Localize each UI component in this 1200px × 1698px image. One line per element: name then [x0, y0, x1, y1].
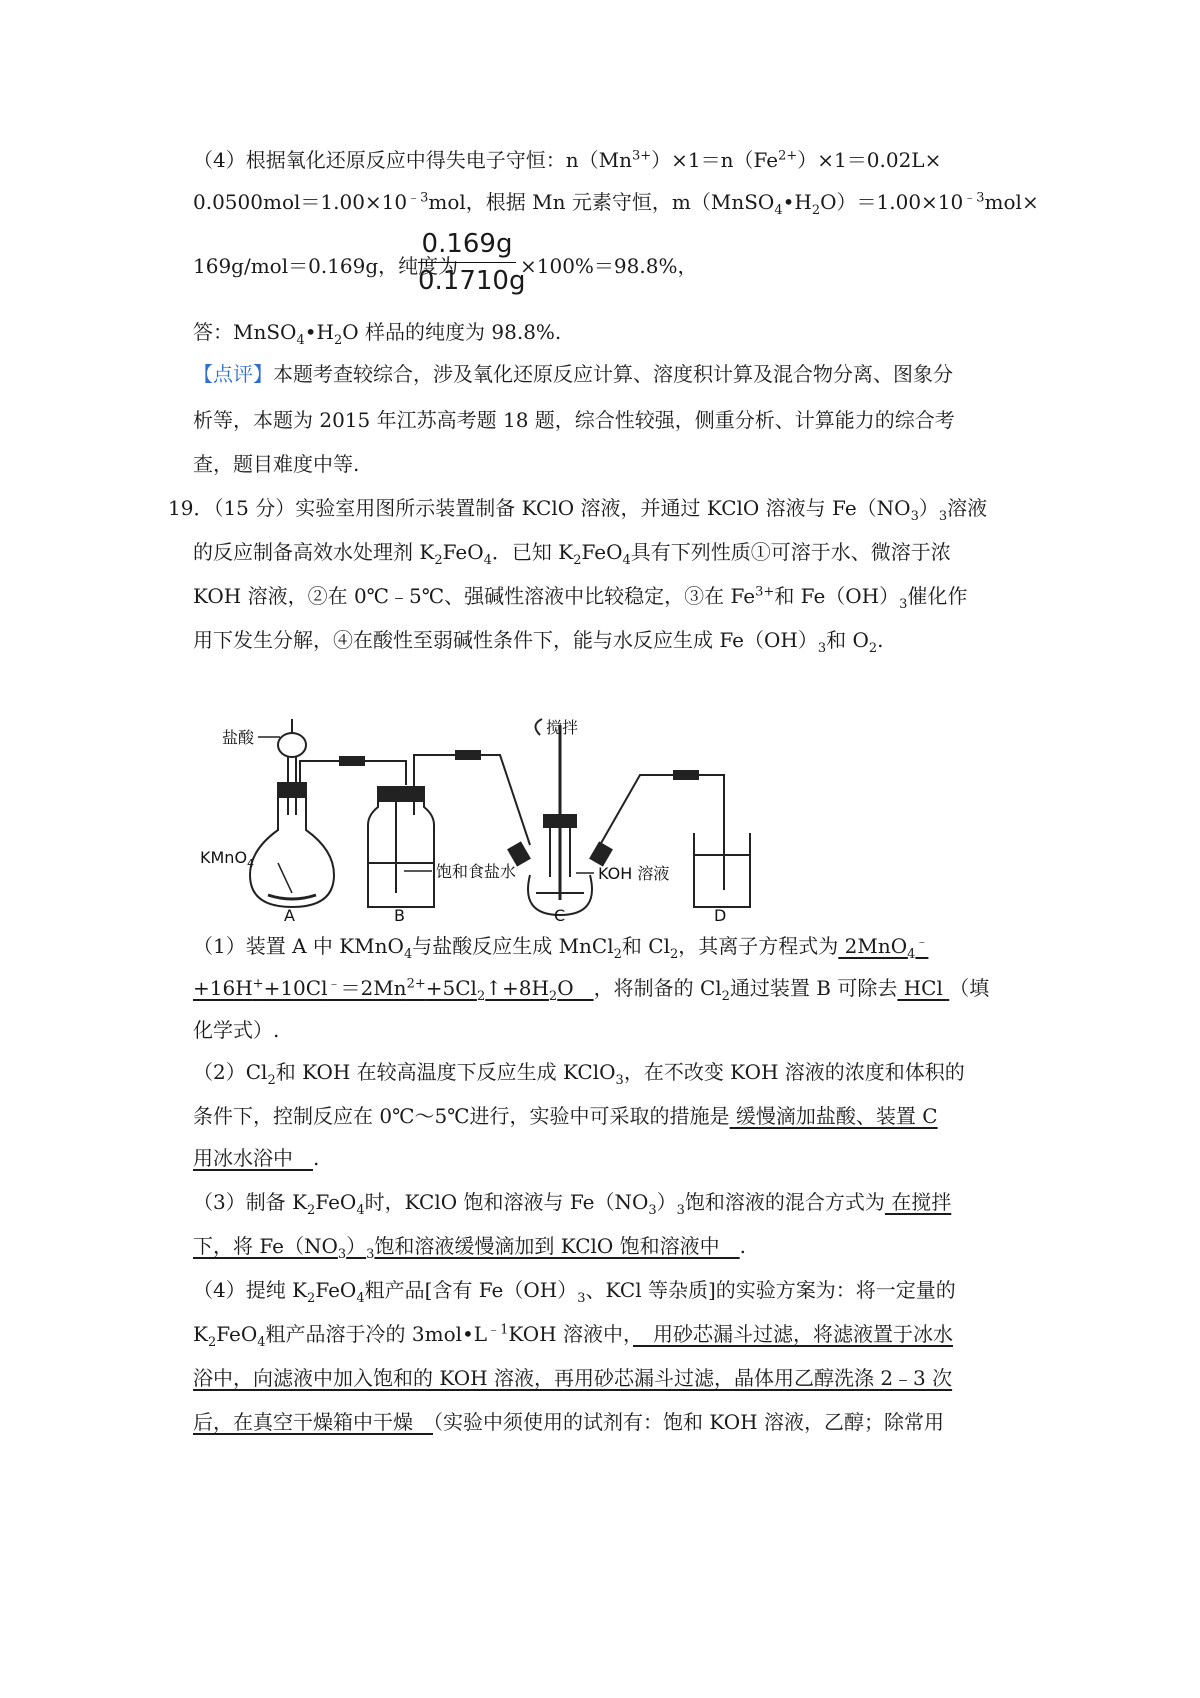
sub: 2	[307, 1203, 316, 1218]
sub: 2	[721, 989, 730, 1004]
text: ）	[918, 496, 939, 520]
text: O 样品的纯度为 98.8%.	[342, 320, 562, 344]
sub: 4	[356, 1291, 365, 1306]
sup: 2+	[778, 148, 798, 164]
sub4-line4	[193, 1408, 944, 1436]
text: 具有下列性质①可溶于水、微溶于浓	[630, 540, 951, 564]
answer-hcl: HCl	[897, 976, 950, 1000]
q19-line3	[193, 582, 967, 610]
text: （填	[949, 976, 990, 1000]
label-d: D	[714, 906, 727, 925]
sub: 4	[483, 553, 492, 568]
p4-line3b	[520, 252, 697, 280]
beaker-d	[694, 833, 750, 907]
sub2-line2	[193, 1102, 938, 1130]
text: ，将制备的 Cl	[593, 976, 722, 1000]
text: （1）装置 A 中 KMnO	[193, 934, 404, 958]
text: +10Cl	[263, 976, 328, 1000]
p4-line2	[193, 188, 1039, 216]
sub: 2	[613, 947, 622, 962]
sup: ﹣3	[963, 190, 985, 206]
sup: ﹣	[915, 934, 929, 950]
text: 粗产品[含有 Fe（OH）	[364, 1278, 578, 1302]
sub: 3	[648, 1203, 657, 1218]
sub: 4	[622, 553, 631, 568]
bottle-b	[368, 801, 434, 907]
sub: 2	[334, 333, 343, 348]
text: 与盐酸反应生成 MnCl	[412, 934, 614, 958]
p4-answer	[193, 318, 561, 346]
sub4-line3	[193, 1364, 952, 1392]
stopper-a	[278, 783, 306, 797]
sub: 2	[811, 203, 821, 218]
sub: 2	[548, 989, 558, 1004]
text: 和 Cl	[621, 934, 670, 958]
sup: 3+	[755, 584, 775, 600]
text: （实验中须使用的试剂有：饱和 KOH 溶液，乙醇；除常用	[433, 1410, 944, 1434]
tube-b-c	[414, 755, 530, 845]
answer-mixing-1: 在搅拌	[884, 1190, 952, 1214]
stopper-c-right	[590, 843, 611, 866]
review-line3	[193, 450, 359, 478]
sup: ﹣	[327, 976, 341, 992]
fraction-denominator: 0.1710g	[418, 266, 526, 296]
text: 、KCl 等杂质]的实验方案为：将一定量的	[585, 1278, 956, 1302]
connector-1	[340, 757, 364, 765]
sub: 2	[207, 1335, 217, 1350]
text: （4）提纯 K	[193, 1278, 308, 1302]
q19-line2	[193, 538, 951, 566]
sub1-line3	[193, 1016, 279, 1044]
label-brine: 饱和食盐水	[436, 862, 517, 881]
stopper-b	[378, 787, 424, 801]
sup: ﹣3	[407, 190, 429, 206]
q19-line4	[193, 626, 884, 654]
text: O	[557, 976, 594, 1000]
sub2-line3	[193, 1144, 319, 1172]
label-line-kmno4	[278, 863, 292, 893]
text: ．已知 K	[491, 540, 574, 564]
text: ×100%＝98.8%，	[520, 254, 698, 278]
text: （2）Cl	[193, 1060, 268, 1084]
sub4-line2	[193, 1320, 953, 1348]
text: FeO	[315, 1278, 357, 1302]
sub: 2	[307, 1291, 316, 1306]
review-line1	[193, 360, 953, 388]
text: 19．（15 分）实验室用图所示装置制备 KClO 溶液，并通过 KClO 溶液与 Fe（NO	[168, 496, 911, 520]
sub3-line1	[193, 1188, 951, 1216]
text: 用下发生分解，④在酸性至弱碱性条件下，能与水反应生成 Fe（OH）	[193, 628, 818, 652]
text: 和 O	[826, 628, 869, 652]
text: 催化作	[907, 584, 968, 608]
text: 通过装置 B 可除去	[729, 976, 898, 1000]
text: .	[877, 628, 884, 652]
sub2-line1	[193, 1058, 965, 1086]
connector-3	[674, 771, 698, 779]
sub: 2	[476, 989, 486, 1004]
funnel-bulb	[278, 733, 306, 757]
text: O）＝1.00×10	[820, 190, 964, 214]
label-koh: KOH 溶液	[598, 864, 670, 883]
text: 本题考查较综合，涉及氧化还原反应计算、溶度积计算及混合物分离、图象分	[273, 362, 953, 386]
sub1-line1	[193, 932, 928, 960]
p4-line1	[193, 146, 941, 174]
sub: 3	[615, 1073, 624, 1088]
text: +5Cl	[425, 976, 477, 1000]
sub: 3	[676, 1203, 685, 1218]
text: KOH 溶液中，	[508, 1322, 633, 1346]
sub: 4	[403, 947, 413, 962]
text: ＝2Mn	[340, 976, 407, 1000]
fraction-bar	[418, 262, 516, 263]
text: ↑+8H	[485, 976, 549, 1000]
text: FeO	[581, 540, 623, 564]
text: 溶液	[947, 496, 988, 520]
sub: 4	[774, 203, 783, 218]
text: 下，将 Fe（NO	[193, 1234, 338, 1258]
apparatus-diagram	[200, 715, 760, 925]
review-line2	[193, 406, 955, 434]
sup: +	[252, 976, 264, 992]
text: 2MnO	[838, 934, 908, 958]
text: FeO	[216, 1322, 258, 1346]
connector-2	[456, 751, 480, 759]
text: +16H	[193, 976, 253, 1000]
sub: 3	[577, 1291, 586, 1306]
text: （4）根据氧化还原反应中得失电子守恒：n（Mn	[193, 148, 632, 172]
text: 粗产品溶于冷的 3mol•L	[265, 1322, 488, 1346]
stir-arrow	[535, 719, 542, 735]
sub3-line2	[193, 1232, 746, 1260]
text: 化学式）.	[193, 1018, 280, 1042]
label-a: A	[284, 906, 295, 925]
answer-procedure-1: 用砂芯漏斗过滤，将滤液置于冰水	[632, 1322, 953, 1346]
label-b: B	[394, 906, 405, 925]
sub: 3	[899, 597, 908, 612]
sub: 3	[366, 1247, 375, 1262]
sub: 4	[257, 1335, 266, 1350]
answer-procedure-3: 后，在真空干燥箱中干燥	[193, 1410, 433, 1434]
text: 析等，本题为 2015 年江苏高考题 18 题，综合性较强，侧重分析、计算能力的综合考	[193, 408, 955, 432]
sub: 2	[868, 641, 878, 656]
text: •H	[304, 320, 334, 344]
text: ）×1＝0.02L×	[797, 148, 942, 172]
text: 饱和溶液缓慢滴加到 KClO 饱和溶液中	[374, 1234, 740, 1258]
sup: ﹣1	[487, 1322, 509, 1338]
sub: 2	[573, 553, 582, 568]
text: mol，根据 Mn 元素守恒，m（MnSO	[428, 190, 775, 214]
text: 的反应制备高效水处理剂 K	[193, 540, 435, 564]
label-stir: 搅拌	[546, 718, 579, 737]
sub4-line1	[193, 1276, 956, 1304]
kmno4-solid	[268, 895, 316, 899]
sub: 4	[356, 1203, 365, 1218]
text: 169g/mol＝0.169g，纯度为	[193, 254, 459, 278]
label-hcl: 盐酸	[222, 728, 255, 747]
label-kmno4-text: KMnO	[200, 848, 248, 867]
sub: 3	[817, 641, 827, 656]
text: ）	[656, 1190, 677, 1214]
label-kmno4	[200, 848, 254, 870]
text: 答：MnSO	[193, 320, 297, 344]
answer-procedure-2: 浴中，向滤液中加入饱和的 KOH 溶液，再用砂芯漏斗过滤，晶体用乙醇洗涤 2﹣3 次	[193, 1366, 953, 1390]
sub: 2	[669, 947, 679, 962]
answer-mixing-2	[193, 1234, 740, 1262]
text: 时，KClO 饱和溶液与 Fe（NO	[364, 1190, 649, 1214]
text: 查，题目难度中等.	[193, 452, 360, 476]
apparatus-figure	[200, 715, 760, 930]
text: 和 KOH 在较高温度下反应生成 KClO	[275, 1060, 616, 1084]
sub: 3	[337, 1247, 347, 1262]
answer-ion-eq-2	[193, 976, 594, 1004]
sup: 2+	[406, 976, 426, 992]
sub: 2	[267, 1073, 276, 1088]
review-tag: 【点评】	[193, 362, 273, 386]
answer-measure-1: 缓慢滴加盐酸、装置 C	[729, 1104, 938, 1128]
text: .	[313, 1146, 320, 1170]
sub: 4	[907, 947, 916, 962]
text: ）×1＝n（Fe	[651, 148, 779, 172]
sub: 3	[910, 509, 919, 524]
sub: 2	[434, 553, 443, 568]
answer-ion-eq-1	[838, 934, 929, 962]
text: （3）制备 K	[193, 1190, 308, 1214]
label-kmno4-sub: 4	[247, 857, 255, 870]
text: FeO	[442, 540, 484, 564]
text: 条件下，控制反应在 0℃～5℃进行，实验中可采取的措施是	[193, 1104, 730, 1128]
purity-fraction	[418, 228, 526, 297]
flask-a	[250, 793, 334, 907]
sub: 3	[938, 509, 948, 524]
text: FeO	[315, 1190, 357, 1214]
text: ，其离子方程式为	[678, 934, 839, 958]
sup: 3+	[631, 148, 652, 164]
text: 0.0500mol＝1.00×10	[193, 190, 408, 214]
text: •H	[782, 190, 812, 214]
sub: 4	[296, 333, 305, 348]
text: mol×	[984, 190, 1039, 214]
label-c: C	[554, 906, 566, 925]
text: .	[739, 1234, 747, 1258]
answer-measure-2: 用冰水浴中	[193, 1146, 313, 1170]
text: KOH 溶液，②在 0℃﹣5℃、强碱性溶液中比较稳定，③在 Fe	[193, 584, 756, 608]
text: 饱和溶液的混合方式为	[684, 1190, 885, 1214]
text: ）	[346, 1234, 367, 1258]
text: ，在不改变 KOH 溶液的浓度和体积的	[623, 1060, 965, 1084]
sub1-line2	[193, 974, 989, 1002]
q19-line1	[168, 494, 987, 522]
fraction-numerator: 0.169g	[421, 229, 513, 259]
text: 和 Fe（OH）	[774, 584, 900, 608]
text: K	[193, 1322, 208, 1346]
